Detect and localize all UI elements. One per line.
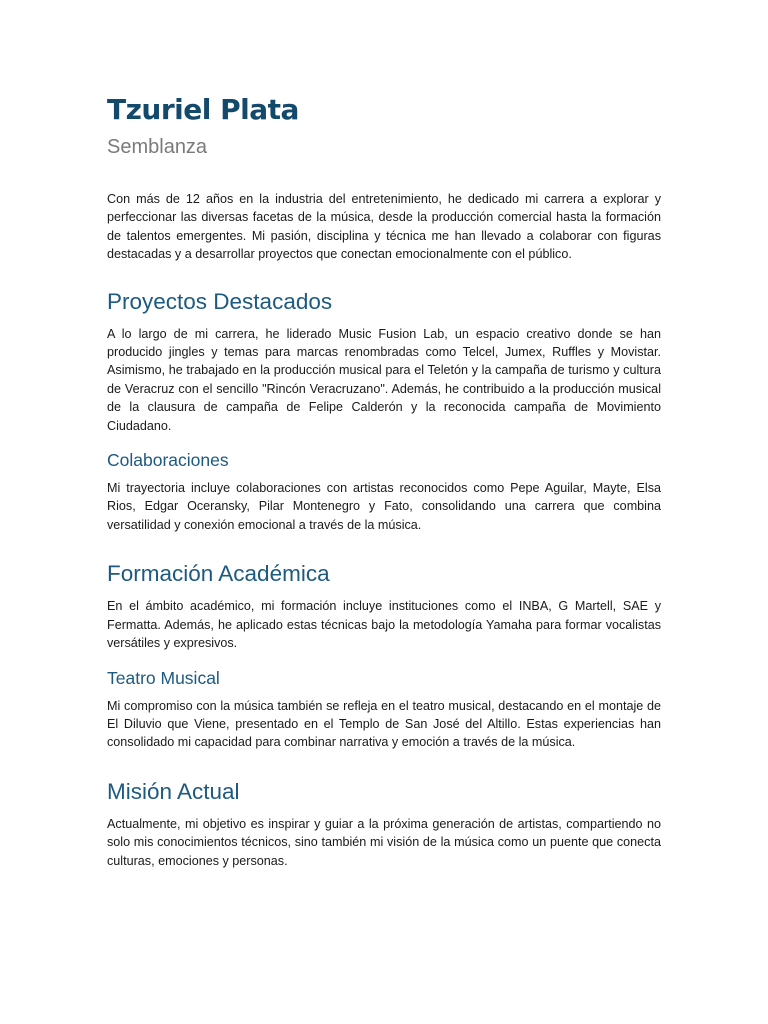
heading-mision: Misión Actual — [107, 778, 240, 804]
document-title: Tzuriel Plata — [107, 93, 299, 126]
paragraph-colaboraciones: Mi trayectoria incluye colaboraciones con artistas reconocidos como Pepe Aguilar, Mayte, Elsa Rios, Edgar Oceransky, Pilar Montenegro y Fato, consolidando una carrera que combina versatilidad y conexión emocional a través de la música. — [107, 481, 661, 532]
paragraph-mision: Actualmente, mi objetivo es inspirar y guiar a la próxima generación de artistas, compartiendo no solo mis conocimientos técnicos, sino también mi visión de la música como un puente que conecta culturas, emociones y personas. — [107, 816, 661, 868]
paragraph-proyectos: A lo largo de mi carrera, he liderado Music Fusion Lab, un espacio creativo donde se han producido jingles y temas para marcas renombradas como Telcel, Jumex, Ruffles y Movistar. Asimismo, he trabajado en la producción musical para el Teletón y la campaña de turismo y cultura de Veracruz con el sencillo "Rincón Veracruzano". Además, he contribuido a la producción musical de la clausura de campaña de Felipe Calderón y la reconocida campaña de Movimiento Ciudadano. — [107, 326, 661, 433]
intro-paragraph: Con más de 12 años en la industria del entretenimiento, he dedicado mi carrera a explorar y perfeccionar las diversas facetas de la música, desde la producción comercial hasta la formación de talentos emergentes. Mi pasión, disciplina y técnica me han llevado a colaborar con figuras destacadas y a desarrollar proyectos que conectan emocionalmente con el público. — [107, 192, 661, 262]
section-formacion — [107, 560, 661, 751]
heading-proyectos: Proyectos Destacados — [107, 288, 333, 314]
heading-teatro: Teatro Musical — [107, 667, 220, 688]
document-subtitle: Semblanza — [107, 136, 208, 158]
subsection-teatro — [107, 667, 661, 752]
section-mision — [107, 778, 661, 870]
paragraph-teatro: Mi compromiso con la música también se refleja en el teatro musical, destacando en el montaje de El Diluvio que Viene, presentado en el Templo de San José del Altillo. Estas experiencias han consolidado mi capacidad para combinar narrativa y emoción a través de la música. — [107, 698, 661, 750]
paragraph-formacion: En el ámbito académico, mi formación incluye instituciones como el INBA, G Martell, SAE y Fermatta. Además, he aplicado estas técnicas bajo la metodología Yamaha para formar vocalistas versátiles y expresivos. — [107, 599, 661, 651]
heading-formacion: Formación Académica — [107, 561, 330, 587]
section-proyectos — [107, 288, 661, 535]
heading-colaboraciones: Colaboraciones — [107, 450, 229, 471]
subsection-colaboraciones — [107, 449, 661, 534]
document-page — [107, 92, 661, 870]
